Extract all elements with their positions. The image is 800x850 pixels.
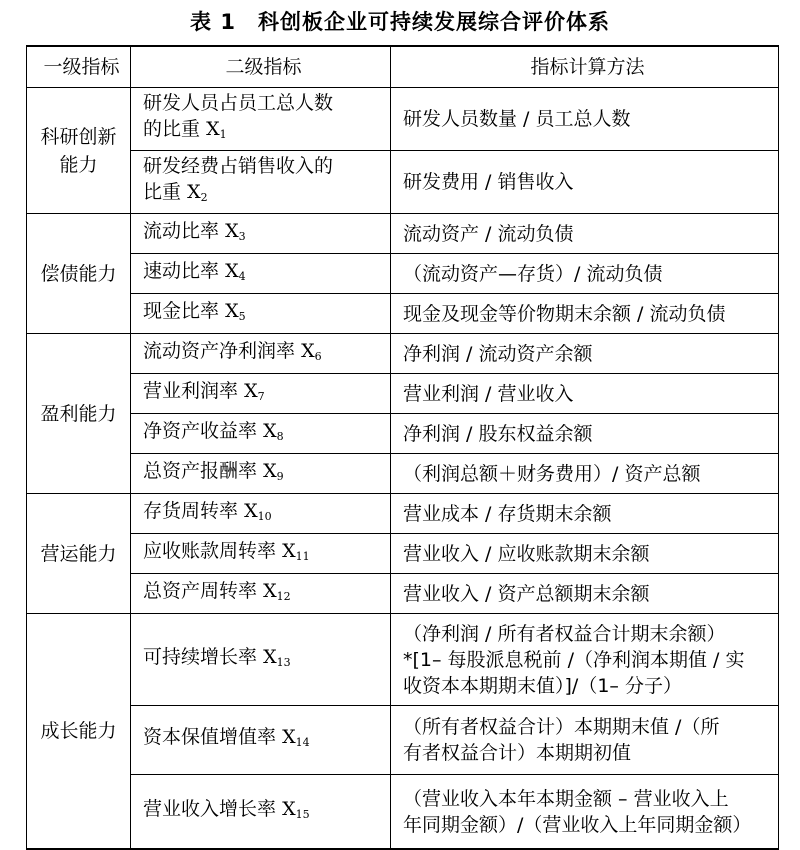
method-cell: 营业成本 / 存货期末余额: [391, 494, 779, 534]
table-row: [27, 374, 779, 414]
method-cell: （净利润 / 所有者权益合计期末余额） *[1– 每股派息税前 /（净利润本期值 / 实 收资本本期期末值）]/（1– 分子）: [391, 614, 779, 706]
table-row: [27, 294, 779, 334]
group-cell: 营运能力: [27, 494, 131, 614]
method-cell: （利润总额＋财务费用）/ 资产总额: [391, 454, 779, 494]
indicator-cell: 流动资产净利润率 $X_6$: [131, 334, 391, 374]
table-row: [27, 534, 779, 574]
method-cell: 研发人员数量 / 员工总人数: [391, 88, 779, 151]
indicator-cell: 研发经费占销售收入的 比重 $X_2$: [131, 151, 391, 214]
method-cell: 营业收入 / 应收账款期末余额: [391, 534, 779, 574]
table-row: [27, 214, 779, 254]
table-row: [27, 414, 779, 454]
method-cell: 现金及现金等价物期末余额 / 流动负债: [391, 294, 779, 334]
table-row: [27, 706, 779, 775]
indicator-cell: 资本保值增值率 $X_{14}$: [131, 706, 391, 775]
table-row: [27, 775, 779, 850]
method-cell: 净利润 / 流动资产余额: [391, 334, 779, 374]
group-cell: 盈利能力: [27, 334, 131, 494]
indicator-cell: 总资产周转率 $X_{12}$: [131, 574, 391, 614]
indicator-cell: 现金比率 $X_5$: [131, 294, 391, 334]
group-cell: 科研创新 能力: [27, 88, 131, 214]
indicator-cell: 速动比率 $X_4$: [131, 254, 391, 294]
table-row: [27, 574, 779, 614]
indicator-cell: 存货周转率 $X_{10}$: [131, 494, 391, 534]
table-row: [27, 494, 779, 534]
header-row: [27, 46, 779, 88]
indicator-cell: 研发人员占员工总人数 的比重 $X_1$: [131, 88, 391, 151]
method-cell: 营业收入 / 资产总额期末余额: [391, 574, 779, 614]
indicator-cell: 流动比率 $X_3$: [131, 214, 391, 254]
group-cell: 偿债能力: [27, 214, 131, 334]
header-level2: 二级指标: [131, 46, 391, 88]
method-cell: （流动资产—存货）/ 流动负债: [391, 254, 779, 294]
table-caption: [0, 6, 800, 36]
table-row: [27, 614, 779, 706]
method-cell: （营业收入本年本期金额 – 营业收入上 年同期金额）/（营业收入上年同期金额）: [391, 775, 779, 850]
header-method: 指标计算方法: [391, 46, 779, 88]
method-cell: 净利润 / 股东权益余额: [391, 414, 779, 454]
indicator-cell: 可持续增长率 $X_{13}$: [131, 614, 391, 706]
method-cell: 研发费用 / 销售收入: [391, 151, 779, 214]
table-title: 科创板企业可持续发展综合评价体系: [257, 10, 610, 34]
indicator-cell: 应收账款周转率 $X_{11}$: [131, 534, 391, 574]
table-row: [27, 88, 779, 151]
indicator-cell: 营业利润率 $X_7$: [131, 374, 391, 414]
table-row: [27, 454, 779, 494]
indicator-cell: 营业收入增长率 $X_{15}$: [131, 775, 391, 850]
table-row: [27, 254, 779, 294]
indicator-cell: 总资产报酬率 $X_9$: [131, 454, 391, 494]
table-row: [27, 151, 779, 214]
evaluation-table: [26, 45, 779, 850]
indicator-cell: 净资产收益率 $X_8$: [131, 414, 391, 454]
group-cell: 成长能力: [27, 614, 131, 850]
table-row: [27, 334, 779, 374]
table-number: 表 1: [190, 10, 236, 34]
method-cell: 营业利润 / 营业收入: [391, 374, 779, 414]
method-cell: （所有者权益合计）本期期末值 /（所 有者权益合计）本期期初值: [391, 706, 779, 775]
header-level1: 一级指标: [27, 46, 131, 88]
method-cell: 流动资产 / 流动负债: [391, 214, 779, 254]
